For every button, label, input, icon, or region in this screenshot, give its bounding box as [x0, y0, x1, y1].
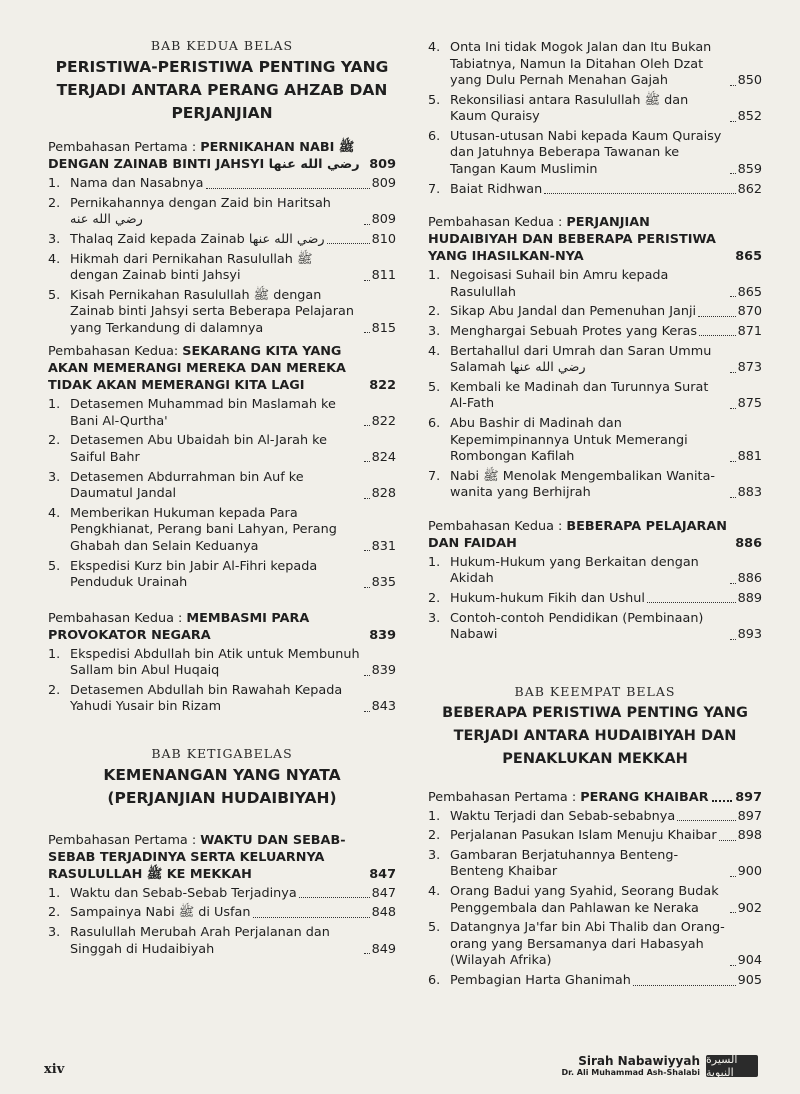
dot-leader: [698, 316, 735, 317]
toc-entry: [428, 268, 762, 301]
dot-leader: [730, 372, 736, 373]
section-heading: [428, 789, 762, 806]
entry-page: 822: [371, 413, 396, 429]
toc-entry: [48, 886, 396, 903]
entry-title: Hikmah dari Pernikahan Rasulullah ﷺ dengan Zainab binti Jahsyi: [70, 251, 313, 284]
chapter-title: PERISTIWA-PERISTIWA PENTING YANG TERJADI ANTARA PERANG AHZAB DAN PERJANJIAN: [55, 58, 389, 122]
dot-leader: [364, 550, 370, 551]
entry-page: 828: [371, 486, 396, 502]
dot-leader: [544, 193, 735, 194]
dot-leader: [206, 188, 370, 189]
section-prefix: Pembahasan Kedua :: [428, 215, 567, 231]
dot-leader: [730, 497, 736, 498]
dot-leader: [730, 912, 736, 913]
section-heading: [428, 518, 762, 552]
section-heading: [48, 610, 396, 644]
entry-number: 1.: [48, 176, 61, 191]
section-prefix: Pembahasan Pertama :: [48, 140, 201, 155]
dot-leader: [364, 224, 370, 225]
toc-entry: [48, 683, 396, 716]
toc-entry: [48, 647, 396, 680]
entry-title: Memberikan Hukuman kepada Para Pengkhianat, Perang bani Lahyan, Perang Ghabah dan Selain Keduanya: [70, 505, 337, 554]
entry-title: Menghargai Sebuah Protes yang Keras: [450, 323, 698, 339]
entry-page: 809: [371, 176, 396, 191]
entry-page: 881: [737, 449, 762, 464]
toc-entry: [48, 470, 396, 503]
section-prefix: Pembahasan Kedua :: [48, 610, 187, 626]
dot-leader: [633, 985, 736, 986]
entry-page: 898: [737, 828, 762, 844]
dot-leader: [647, 602, 736, 603]
dot-leader: [730, 121, 736, 122]
entry-page: 904: [737, 953, 762, 969]
entry-number: 3.: [48, 925, 61, 941]
section-page: 839: [369, 627, 396, 643]
section-page: 847: [369, 866, 396, 882]
entry-title: Detasemen Abdurrahman bin Auf ke Daumatul Jandal: [70, 469, 304, 502]
entry-page: 883: [737, 485, 762, 501]
toc-list: [48, 176, 396, 337]
section-title: BEBERAPA PELAJARAN DAN FAIDAH: [428, 518, 727, 551]
entry-number: 5.: [428, 920, 441, 936]
entry-number: 2.: [428, 304, 441, 320]
entry-number: 5.: [48, 558, 61, 574]
entry-number: 6.: [428, 416, 441, 431]
chapter-title: KEMENANGAN YANG NYATA (PERJANJIAN HUDAIBIYAH): [103, 765, 341, 807]
section-title: PERNIKAHAN NABI ﷺ DENGAN ZAINAB BINTI JAHSYI رضي الله عنها: [48, 140, 360, 172]
chapter-title: BEBERAPA PERISTIWA PENTING YANG TERJADI ANTARA HUDAIBIYAH DAN PENAKLUKAN MEKKAH: [442, 704, 748, 767]
entry-title: Perjalanan Pasukan Islam Menuju Khaibar: [450, 828, 717, 844]
entry-title: Rekonsiliasi antara Rasulullah ﷺ dan Kaum Quraisy: [450, 92, 689, 125]
dot-leader: [364, 953, 370, 954]
toc-list: [428, 809, 762, 990]
dot-leader: [730, 173, 736, 174]
entry-title: Onta Ini tidak Mogok Jalan dan Itu Bukan Tabiatnya, Namun Ia Ditahan Oleh Dzat yang Dulu Pernah Menahan Gajah: [450, 40, 712, 88]
entry-page: 862: [737, 181, 762, 197]
toc-list: [48, 397, 396, 591]
entry-number: 3.: [48, 469, 61, 485]
section-title: WAKTU DAN SEBAB-SEBAB TERJADINYA SERTA KELUARNYA RASULULLAH ﷺ KE MEKKAH: [48, 832, 346, 882]
dot-leader: [699, 335, 736, 336]
entry-page: 900: [737, 864, 762, 880]
toc-entry: [48, 433, 396, 466]
entry-page: 824: [371, 449, 396, 465]
toc-entry: [428, 129, 762, 179]
section-prefix: Pembahasan Pertama :: [428, 789, 581, 805]
dot-leader: [253, 917, 370, 918]
entry-number: 6.: [428, 128, 441, 144]
entry-number: 2.: [48, 195, 61, 211]
entry-number: 1.: [428, 554, 441, 570]
section-heading: [48, 139, 396, 173]
entry-title: Pernikahannya dengan Zaid bin Haritsah رضي الله عنه: [70, 195, 331, 228]
entry-page: 850: [737, 73, 762, 88]
book-footer: [562, 1054, 759, 1077]
toc-entry: [428, 848, 762, 881]
entry-title: Nabi ﷺ Menolak Mengembalikan Wanita-wanita yang Berhijrah: [450, 468, 716, 501]
toc-entry: [48, 288, 396, 338]
entry-page: 902: [737, 900, 762, 916]
toc-entry: [48, 397, 396, 430]
page-number: xiv: [44, 1062, 65, 1077]
entry-page: 889: [737, 590, 762, 606]
toc-entry: [428, 40, 762, 90]
entry-number: 1.: [428, 268, 441, 284]
section-prefix: Pembahasan Kedua :: [428, 518, 567, 534]
entry-page: 897: [737, 808, 762, 824]
dot-leader: [299, 897, 370, 898]
entry-page: 871: [737, 323, 762, 339]
entry-page: 831: [371, 538, 396, 554]
toc-entry: [428, 93, 762, 126]
toc-list: [48, 647, 396, 716]
entry-title: Ekspedisi Abdullah bin Atik untuk Membunuh Sallam bin Abul Huqaiq: [70, 646, 360, 678]
entry-number: 3.: [428, 847, 441, 863]
entry-number: 4.: [428, 343, 441, 359]
entry-title: Detasemen Abdullah bin Rawahah Kepada Yahudi Yusair bin Rizam: [70, 682, 343, 715]
toc-entry: [48, 176, 396, 193]
dot-leader: [730, 85, 736, 86]
toc-entry: [48, 252, 396, 285]
entry-number: 5.: [48, 287, 61, 303]
entry-title: Waktu Terjadi dan Sebab-sebabnya: [450, 808, 676, 824]
dot-leader: [730, 965, 736, 966]
entry-title: Kembali ke Madinah dan Turunnya Surat Al-Fath: [450, 379, 709, 412]
section-prefix: Pembahasan Kedua:: [48, 344, 183, 360]
entry-title: Baiat Ridhwan: [450, 181, 543, 197]
entry-page: 847: [371, 885, 396, 901]
entry-number: 1.: [428, 808, 441, 824]
book-logo-icon: السيرة النبوية: [706, 1055, 758, 1077]
dot-leader: [730, 639, 736, 640]
entry-page: 835: [371, 575, 396, 590]
toc-entry: [428, 304, 762, 321]
chapter-label: BAB KEEMPAT BELAS: [514, 683, 676, 699]
toc-entry: [428, 469, 762, 502]
dot-leader: [719, 840, 736, 841]
toc-entry: [428, 344, 762, 377]
entry-page: 893: [737, 627, 762, 643]
entry-page: 905: [737, 973, 762, 988]
entry-page: 839: [371, 663, 396, 678]
toc-entry: [428, 973, 762, 990]
entry-title: Contoh-contoh Pendidikan (Pembinaan) Nabawi: [450, 610, 704, 643]
dot-leader: [730, 296, 736, 297]
entry-number: 5.: [428, 379, 441, 395]
entry-title: Utusan-utusan Nabi kepada Kaum Quraisy dan Jatuhnya Beberapa Tawanan ke Tangan Kaum Muslimin: [450, 128, 722, 177]
entry-page: 852: [737, 109, 762, 125]
section-prefix: Pembahasan Pertama :: [48, 832, 201, 848]
section-title: SEKARANG KITA YANG AKAN MEMERANGI MEREKA DAN MEREKA TIDAK AKAN MEMERANGI KITA LAGI: [48, 344, 346, 394]
entry-number: 2.: [428, 590, 441, 606]
toc-entry: [428, 380, 762, 413]
toc-entry: [428, 182, 762, 199]
entry-title: Pembagian Harta Ghanimah: [450, 973, 631, 988]
entry-title: Ekspedisi Kurz bin Jabir Al-Fihri kepada Penduduk Urainah: [70, 558, 318, 590]
entry-page: 865: [737, 284, 762, 300]
dot-leader: [364, 675, 370, 676]
entry-number: 1.: [48, 885, 61, 901]
entry-number: 4.: [48, 505, 61, 521]
entry-number: 3.: [48, 231, 61, 247]
entry-title: Detasemen Abu Ubaidah bin Al-Jarah ke Saiful Bahr: [70, 433, 327, 465]
toc-entry: [428, 416, 762, 466]
toc-right-column: [428, 40, 762, 993]
toc-entry: [428, 809, 762, 826]
toc-entry: [48, 196, 396, 229]
entry-title: Waktu dan Sebab-Sebab Terjadinya: [70, 885, 297, 901]
entry-number: 1.: [48, 397, 61, 413]
dot-leader: [730, 583, 736, 584]
section-page: 897: [735, 789, 762, 805]
entry-page: 848: [371, 905, 396, 921]
entry-title: Rasulullah Merubah Arah Perjalanan dan Singgah di Hudaibiyah: [70, 925, 330, 957]
entry-page: 810: [371, 231, 396, 247]
entry-number: 1.: [48, 646, 61, 662]
dot-leader: [364, 461, 370, 462]
section-title: PERANG KHAIBAR: [580, 789, 709, 805]
section-title: MEMBASMI PARA PROVOKATOR NEGARA: [48, 610, 310, 643]
book-title: Sirah Nabawiyyah: [578, 1054, 700, 1068]
entry-title: Thalaq Zaid kepada Zainab رضي الله عنها: [70, 231, 325, 247]
toc-entry: [48, 559, 396, 592]
toc-entry: [48, 506, 396, 556]
entry-number: 4.: [48, 251, 61, 267]
entry-page: 811: [371, 268, 396, 284]
entry-number: 4.: [428, 884, 441, 900]
dot-leader: [364, 280, 370, 281]
entry-page: 886: [737, 571, 762, 587]
toc-list: [428, 268, 762, 502]
section-heading: [428, 214, 762, 265]
dot-leader: [364, 332, 370, 333]
section-heading: [48, 832, 396, 883]
entry-title: Negoisasi Suhail bin Amru kepada Rasulullah: [450, 268, 669, 300]
entry-title: Kisah Pernikahan Rasulullah ﷺ dengan Zainab binti Jahsyi serta Beberapa Pelajaran yang Terkandung di dalamnya: [70, 287, 354, 336]
toc-entry: [428, 324, 762, 341]
dot-leader: [364, 425, 370, 426]
entry-title: Sampainya Nabi ﷺ di Usfan: [70, 905, 251, 921]
entry-page: 859: [737, 161, 762, 177]
entry-title: Bertahallul dari Umrah dan Saran Ummu Salamah رضي الله عنها: [450, 343, 712, 376]
toc-entry: [428, 611, 762, 644]
book-author: Dr. Ali Muhammad Ash-Shalabi: [561, 1068, 700, 1077]
entry-title: Detasemen Muhammad bin Maslamah ke Bani Al-Qurtha': [70, 397, 336, 429]
entry-number: 2.: [48, 433, 61, 449]
toc-entry: [428, 555, 762, 588]
section-title: PERJANJIAN HUDAIBIYAH DAN BEBERAPA PERISTIWA YANG IHASILKAN-NYA: [428, 215, 716, 265]
section-page: 822: [369, 378, 396, 394]
entry-number: 2.: [48, 682, 61, 698]
entry-number: 7.: [428, 181, 441, 197]
dot-leader: [327, 243, 370, 244]
entry-page: 843: [371, 699, 396, 715]
entry-number: 3.: [428, 610, 441, 626]
dot-leader: [677, 820, 735, 821]
toc-entry: [428, 920, 762, 970]
dot-leader: [730, 461, 736, 462]
entry-page: 849: [371, 941, 396, 957]
entry-page: 870: [737, 304, 762, 320]
entry-title: Abu Bashir di Madinah dan Kepemimpinannya Untuk Memerangi Rombongan Kafilah: [450, 416, 688, 464]
entry-title: Nama dan Nasabnya: [70, 176, 204, 191]
dot-leader: [730, 408, 736, 409]
entry-title: Hukum-Hukum yang Berkaitan dengan Akidah: [450, 554, 699, 587]
section-page: 886: [735, 535, 762, 551]
entry-title: Gambaran Berjatuhannya Benteng-Benteng Khaibar: [450, 847, 679, 880]
entry-page: 815: [371, 320, 396, 336]
entry-number: 4.: [428, 40, 441, 55]
dot-leader: [364, 498, 370, 499]
toc-list: [428, 555, 762, 644]
toc-list: [428, 40, 762, 198]
toc-list: [48, 886, 396, 958]
section-page: 809: [369, 157, 396, 172]
dot-leader: [364, 711, 370, 712]
entry-page: 809: [371, 212, 396, 228]
chapter-label: BAB KEDUA BELAS: [150, 38, 294, 53]
toc-entry: [428, 591, 762, 608]
dot-leader: [730, 876, 736, 877]
chapter-label: BAB KETIGABELAS: [151, 745, 293, 761]
section-heading: [48, 343, 396, 394]
toc-entry: [48, 925, 396, 958]
entry-number: 2.: [428, 828, 441, 844]
entry-number: 6.: [428, 973, 441, 988]
toc-left-column: [48, 38, 396, 961]
entry-page: 873: [737, 360, 762, 376]
entry-number: 5.: [428, 92, 441, 108]
entry-number: 7.: [428, 468, 441, 484]
toc-entry: [428, 828, 762, 845]
section-page: 865: [735, 249, 762, 265]
dot-leader: [364, 587, 370, 588]
entry-title: Sikap Abu Jandal dan Pemenuhan Janji: [450, 304, 697, 320]
entry-page: 875: [737, 396, 762, 412]
toc-entry: [48, 232, 396, 249]
toc-entry: [428, 884, 762, 917]
entry-number: 3.: [428, 323, 441, 339]
entry-title: Hukum-hukum Fikih dan Ushul: [450, 590, 645, 606]
entry-title: Orang Badui yang Syahid, Seorang Budak Penggembala dan Pahlawan ke Neraka: [450, 884, 719, 916]
toc-entry: [48, 905, 396, 922]
entry-title: Datangnya Ja'far bin Abi Thalib dan Orang-orang yang Bersamanya dari Habasyah (Wilayah Afrika): [450, 920, 725, 969]
entry-number: 2.: [48, 905, 61, 921]
